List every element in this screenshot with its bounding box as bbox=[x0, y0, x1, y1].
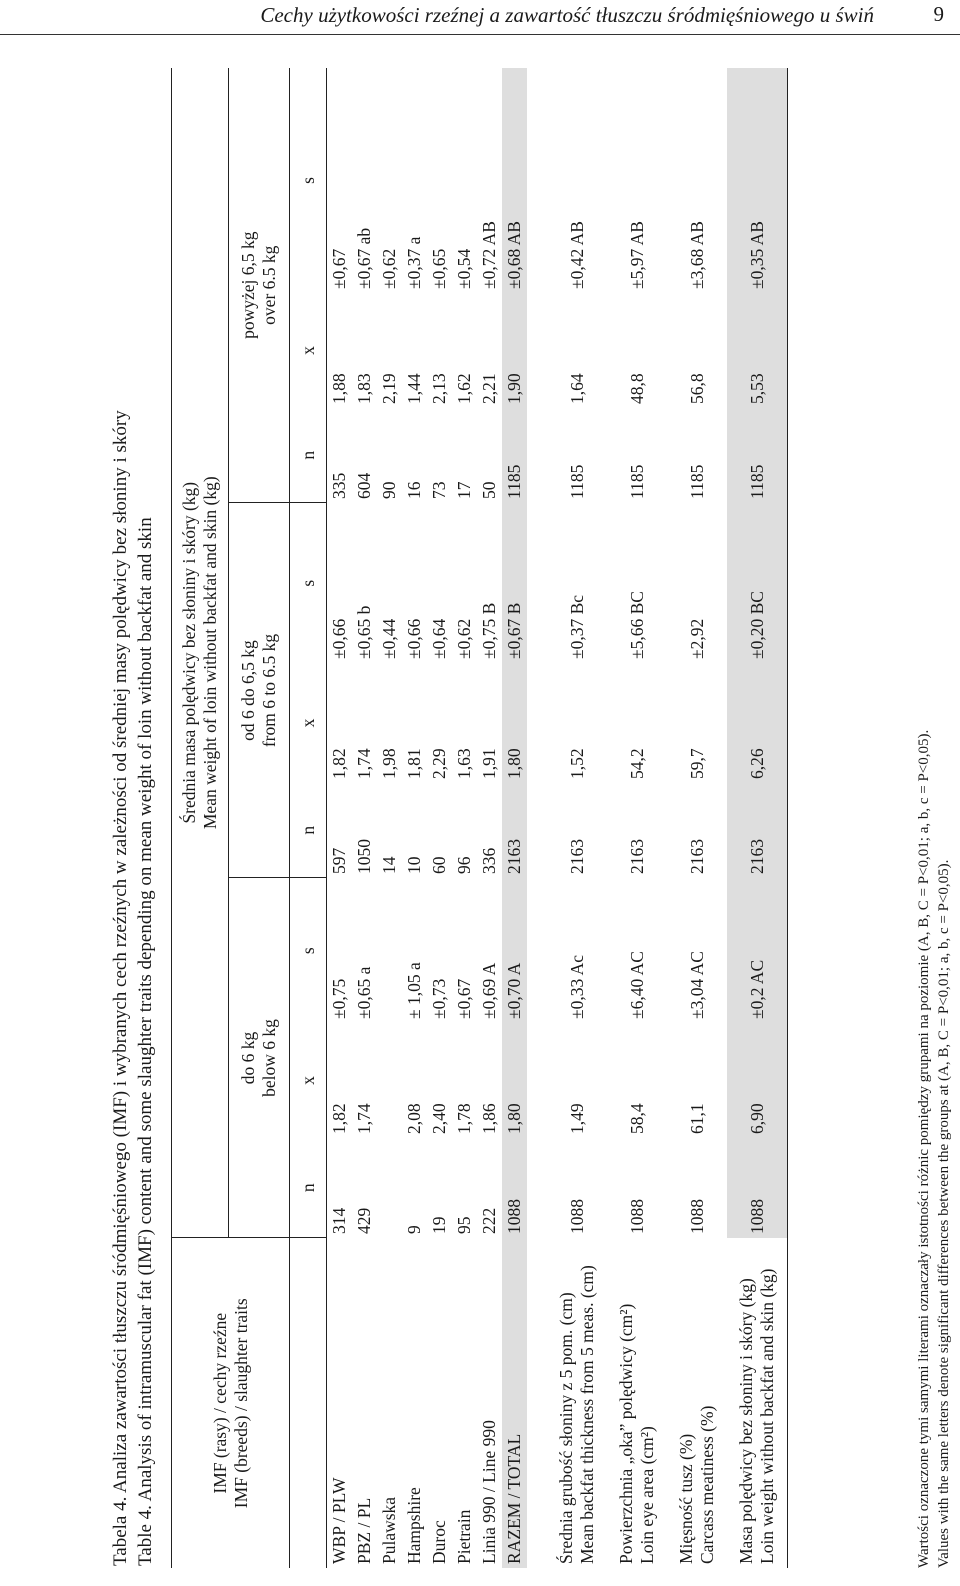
data-cell: 1,88 bbox=[329, 373, 349, 404]
row-label: Linia 990 / Line 990 bbox=[479, 1420, 499, 1564]
data-cell: 2,21 bbox=[479, 373, 499, 404]
data-cell: 2163 bbox=[502, 783, 527, 878]
running-title: Cechy użytkowości rzeźnej a zawartość tłuszczu śródmięśniowego u świń bbox=[260, 3, 874, 27]
data-cell: 1,80 bbox=[502, 663, 527, 783]
data-cell: 1088 bbox=[686, 1199, 707, 1234]
data-table bbox=[171, 68, 788, 1568]
data-cell: 1088 bbox=[566, 1199, 587, 1234]
data-cell: 56,8 bbox=[686, 373, 707, 404]
row-label-pl: Mięsność tusz (%) bbox=[676, 1433, 696, 1564]
data-cell: 1,63 bbox=[454, 748, 474, 779]
data-cell: 1,78 bbox=[454, 1103, 474, 1134]
data-cell: ±5,97 AB bbox=[626, 221, 647, 289]
data-cell: 1,49 bbox=[566, 1103, 587, 1134]
row-label: Hampshire bbox=[404, 1487, 424, 1564]
data-cell: ±0,33 Ac bbox=[566, 954, 587, 1019]
rotated-table-block bbox=[68, 36, 960, 1576]
stub-subhead-empty bbox=[290, 1238, 327, 1568]
group-head-pl: od 6 do 6,5 kg bbox=[238, 640, 258, 741]
data-cell: ±0,65 bbox=[429, 248, 449, 289]
breed-row bbox=[377, 68, 402, 1568]
subcol-head: n bbox=[290, 1138, 327, 1238]
data-cell: ±0,66 bbox=[329, 618, 349, 659]
data-cell bbox=[377, 1023, 402, 1138]
data-cell: ±0,67 bbox=[329, 248, 349, 289]
spanner-head bbox=[172, 68, 229, 1238]
data-cell: 6,90 bbox=[727, 1023, 788, 1138]
data-cell: 1050 bbox=[354, 839, 374, 874]
data-cell: 6,26 bbox=[727, 663, 788, 783]
data-cell: ±0,62 bbox=[454, 618, 474, 659]
data-cell: 1,74 bbox=[354, 748, 374, 779]
data-cell: 1088 bbox=[626, 1199, 647, 1234]
data-cell: ±0,73 bbox=[429, 978, 449, 1019]
data-cell: 1,91 bbox=[479, 748, 499, 779]
data-cell: 1,86 bbox=[479, 1103, 499, 1134]
data-cell: 2,29 bbox=[429, 748, 449, 779]
data-cell: 1,64 bbox=[566, 373, 587, 404]
data-cell: 19 bbox=[429, 1216, 449, 1234]
subcol-head: s bbox=[290, 68, 327, 293]
row-label-en: Loin weight without backfat and skin (kg) bbox=[757, 1268, 777, 1564]
breed-row bbox=[352, 68, 377, 1568]
data-cell: ±0,35 AB bbox=[727, 68, 788, 293]
note-pl: Wartości oznaczone tymi samymi literami oznaczały istotności różnic pomiędzy grupami na poziomie (A, B, C = P<0,01; a, b, c = P<0,05). bbox=[916, 729, 932, 1568]
data-cell: ±0,20 BC bbox=[727, 503, 788, 663]
data-cell: 9 bbox=[404, 1225, 424, 1234]
data-cell: ±0,75 bbox=[329, 978, 349, 1019]
row-label: Pietrain bbox=[454, 1509, 474, 1564]
data-cell: ±0,72 AB bbox=[479, 221, 499, 289]
row-label-en: Carcass meatiness (%) bbox=[697, 1405, 717, 1564]
row-label: Duroc bbox=[429, 1520, 449, 1564]
data-cell: 1,82 bbox=[329, 748, 349, 779]
spanner-head-en: Mean weight of loin without backfat and skin (kg) bbox=[200, 476, 220, 830]
data-cell: 58,4 bbox=[626, 1103, 647, 1134]
data-cell: 1088 bbox=[502, 1138, 527, 1238]
data-cell: ±2,92 bbox=[686, 618, 707, 659]
total-row bbox=[502, 68, 527, 1568]
group-head-en: below 6 kg bbox=[259, 1019, 279, 1097]
data-cell: 1185 bbox=[566, 464, 587, 499]
spacer-row bbox=[527, 68, 547, 1568]
data-cell: 336 bbox=[479, 847, 499, 874]
row-label-en: Loin eye area (cm²) bbox=[637, 1426, 657, 1564]
trait-row bbox=[547, 68, 607, 1568]
stub-head-en: IMF (breeds) / slaughter traits bbox=[230, 1298, 251, 1509]
subcol-head: s bbox=[290, 503, 327, 663]
subcol-head: x bbox=[290, 663, 327, 783]
breed-row bbox=[402, 68, 427, 1568]
data-cell: ±0,64 bbox=[429, 618, 449, 659]
group-head-3 bbox=[229, 68, 290, 503]
data-cell: 1,90 bbox=[502, 293, 527, 408]
spanner-head-pl: Średnia masa polędwicy bez słoniny i skóry (kg) bbox=[179, 481, 199, 824]
data-cell: 604 bbox=[354, 472, 374, 499]
data-cell: 1185 bbox=[686, 464, 707, 499]
data-cell: 14 bbox=[379, 856, 399, 874]
data-cell: ±5,66 BC bbox=[626, 591, 647, 659]
data-cell: 2,19 bbox=[379, 373, 399, 404]
group-head-pl: powyżej 6,5 kg bbox=[238, 231, 258, 339]
data-cell: ±0,65 a bbox=[354, 966, 374, 1019]
table-notes bbox=[914, 730, 954, 1568]
stub-head-pl: IMF (rasy) / cechy rzeźne bbox=[209, 1312, 230, 1494]
group-head-pl: do 6 kg bbox=[238, 1031, 258, 1085]
data-cell: 1,44 bbox=[404, 373, 424, 404]
row-label: RAZEM / TOTAL bbox=[502, 1238, 527, 1568]
data-cell: ±6,40 AC bbox=[626, 951, 647, 1019]
data-cell: 54,2 bbox=[626, 748, 647, 779]
row-label bbox=[667, 1238, 727, 1568]
data-cell: ±3,68 AB bbox=[686, 221, 707, 289]
page-number: 9 bbox=[933, 2, 944, 26]
data-cell: 5,53 bbox=[727, 293, 788, 408]
subcol-head: x bbox=[290, 1023, 327, 1138]
data-cell: 1,74 bbox=[354, 1103, 374, 1134]
trait-row bbox=[667, 68, 727, 1568]
subcol-head: s bbox=[290, 878, 327, 1023]
data-cell: ±3,04 AC bbox=[686, 951, 707, 1019]
data-cell: 1088 bbox=[727, 1138, 788, 1238]
data-cell: 1185 bbox=[626, 464, 647, 499]
data-cell: ±0,54 bbox=[454, 248, 474, 289]
data-cell: 1,83 bbox=[354, 373, 374, 404]
data-cell: 2,08 bbox=[404, 1103, 424, 1134]
data-cell: ±0,70 A bbox=[502, 878, 527, 1023]
table-caption-en: Table 4. Analysis of intramuscular fat (IMF) content and some slaughter traits depending on mean weight of loin without backfat and skin bbox=[135, 517, 156, 1566]
subcol-head: x bbox=[290, 293, 327, 408]
data-cell: 2163 bbox=[727, 783, 788, 878]
data-cell: ±0,69 A bbox=[479, 962, 499, 1019]
row-label-pl: Masa polędwicy bez słoniny i skóry (kg) bbox=[736, 1278, 756, 1564]
data-cell: 597 bbox=[329, 847, 349, 874]
data-cell: 17 bbox=[454, 481, 474, 499]
data-cell: 1,62 bbox=[454, 373, 474, 404]
row-label: Pulawska bbox=[379, 1496, 399, 1564]
data-cell: 1,81 bbox=[404, 748, 424, 779]
breed-row bbox=[327, 68, 353, 1568]
data-cell: 1,98 bbox=[379, 748, 399, 779]
data-cell: ±0,65 b bbox=[354, 605, 374, 659]
data-cell: ±0,75 B bbox=[479, 602, 499, 659]
row-label-pl: Średnia grubość słoniny z 5 pom. (cm) bbox=[556, 1292, 576, 1564]
row-label-en: Mean backfat thickness from 5 meas. (cm) bbox=[577, 1265, 597, 1564]
data-cell: ±0,62 bbox=[379, 248, 399, 289]
data-cell: ±0,67 B bbox=[502, 503, 527, 663]
data-cell: 59,7 bbox=[686, 748, 707, 779]
data-cell: 2163 bbox=[566, 839, 587, 874]
breed-row bbox=[452, 68, 477, 1568]
data-cell: 61,1 bbox=[686, 1103, 707, 1134]
data-cell: 10 bbox=[404, 856, 424, 874]
data-cell: 335 bbox=[329, 472, 349, 499]
group-head-en: over 6.5 kg bbox=[259, 245, 279, 325]
data-cell: 2163 bbox=[626, 839, 647, 874]
data-cell: 48,8 bbox=[626, 373, 647, 404]
data-cell: 60 bbox=[429, 856, 449, 874]
table-caption-pl: Tabela 4. Analiza zawartości tłuszczu śródmięśniowego (IMF) i wybranych cech rzeźnych w zależności od średniej masy polędwicy bez słoniny i skóry bbox=[110, 410, 131, 1566]
data-cell: 2,40 bbox=[429, 1103, 449, 1134]
subcol-head: n bbox=[290, 408, 327, 503]
data-cell: ±0,67 ab bbox=[354, 227, 374, 289]
data-cell: ±0,44 bbox=[379, 618, 399, 659]
spacer-cell bbox=[527, 68, 547, 1568]
data-cell: ±0,42 AB bbox=[566, 221, 587, 289]
row-label bbox=[547, 1238, 607, 1568]
group-head-1 bbox=[229, 878, 290, 1238]
breed-row bbox=[477, 68, 502, 1568]
group-head-en: from 6 to 6.5 kg bbox=[259, 633, 279, 748]
data-cell: ±0,2 AC bbox=[727, 878, 788, 1023]
row-label: PBZ / PL bbox=[354, 1497, 374, 1564]
data-cell: 90 bbox=[379, 481, 399, 499]
data-cell bbox=[377, 1138, 402, 1238]
running-header bbox=[0, 0, 960, 35]
data-cell: 429 bbox=[354, 1207, 374, 1234]
data-cell: ±0,66 bbox=[404, 618, 424, 659]
data-cell: 1,52 bbox=[566, 748, 587, 779]
row-label bbox=[727, 1238, 788, 1568]
row-label: WBP / PLW bbox=[329, 1477, 349, 1564]
data-cell: 16 bbox=[404, 481, 424, 499]
note-en: Values with the same letters denote significant differences between the groups at (A, B, C = P<0,01; a, b, c = P<0,05). bbox=[936, 859, 952, 1568]
data-cell: 1,80 bbox=[502, 1023, 527, 1138]
data-cell: ±0,67 bbox=[454, 978, 474, 1019]
data-cell: 1185 bbox=[727, 408, 788, 503]
subcol-head: n bbox=[290, 783, 327, 878]
trait-row bbox=[607, 68, 667, 1568]
data-cell: 95 bbox=[454, 1216, 474, 1234]
data-cell: 2,13 bbox=[429, 373, 449, 404]
data-cell: 2163 bbox=[686, 839, 707, 874]
data-cell: 222 bbox=[479, 1207, 499, 1234]
data-cell: 1,82 bbox=[329, 1103, 349, 1134]
breed-row bbox=[427, 68, 452, 1568]
stub-head bbox=[172, 1238, 290, 1568]
data-cell: ±0,37 a bbox=[404, 236, 424, 289]
row-label bbox=[607, 1238, 667, 1568]
data-cell: ±0,37 Bc bbox=[566, 594, 587, 659]
data-cell: 1185 bbox=[502, 408, 527, 503]
row-label-pl: Powierzchnia „oka” polędwicy (cm²) bbox=[616, 1303, 636, 1564]
data-cell: ± 1,05 a bbox=[404, 962, 424, 1019]
data-cell: 50 bbox=[479, 481, 499, 499]
group-head-2 bbox=[229, 503, 290, 878]
data-cell: ±0,68 AB bbox=[502, 68, 527, 293]
data-cell: 73 bbox=[429, 481, 449, 499]
data-cell: 314 bbox=[329, 1207, 349, 1234]
data-cell bbox=[377, 878, 402, 1023]
data-cell: 96 bbox=[454, 856, 474, 874]
trait-row bbox=[727, 68, 788, 1568]
